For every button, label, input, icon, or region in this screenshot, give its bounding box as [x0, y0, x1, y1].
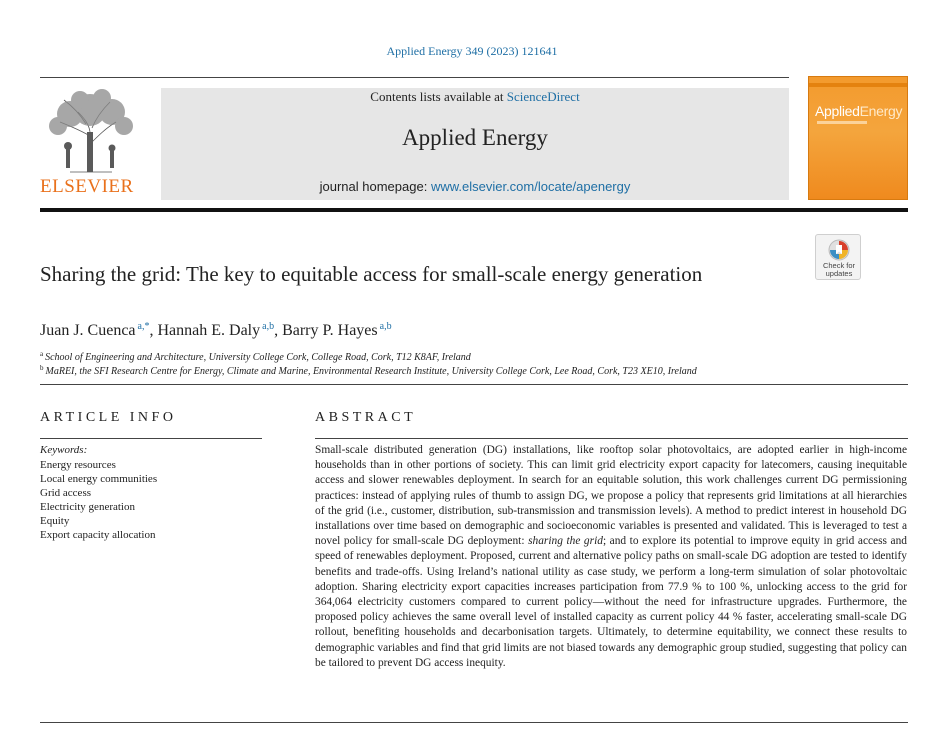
article-title: Sharing the grid: The key to equitable access for small-scale energy generation	[40, 262, 703, 286]
cover-title-part2: Energy	[859, 103, 903, 119]
author-name[interactable]: Hannah E. Daly	[157, 322, 261, 339]
elsevier-tree-icon	[40, 88, 142, 174]
keywords-label: Keywords:	[40, 444, 88, 456]
elsevier-wordmark: ELSEVIER	[40, 176, 134, 197]
article-info-rule	[40, 438, 262, 439]
header-thick-rule	[40, 208, 908, 212]
cover-bar	[809, 83, 908, 87]
abstract-text	[315, 443, 907, 671]
crossmark-label-line2: updates	[825, 269, 853, 278]
affiliation-text: School of Engineering and Architecture, University College Cork, College Road, Cork, T12 K8AF, Ireland	[45, 352, 471, 363]
sciencedirect-link[interactable]: ScienceDirect	[506, 89, 580, 104]
author-name[interactable]: Barry P. Hayes	[282, 322, 378, 339]
homepage-link[interactable]: www.elsevier.com/locate/apenergy	[430, 179, 631, 194]
article-info-heading: ARTICLE INFO	[40, 410, 177, 425]
journal-title: Applied Energy	[402, 125, 548, 150]
contents-line	[161, 89, 789, 105]
author-name[interactable]: Juan J. Cuenca	[40, 322, 136, 339]
keyword-item: Electricity generation	[40, 501, 135, 513]
abstract-text-part1: Small-scale distributed generation (DG) installations, like rooftop solar photovoltaics, are adopted earlier in high-income households than in other portions of society. This can limit grid electricity export capacity for latecomers, causing inequitable access and slower renewables deployment. In search for an equitable solution, this work challenges current DG permissioning practices: instead of applying rules of thumb to assign DG, we propose a policy that represents grid limitations at all hierarchies of the grid (i.e., customer, distribution, sub-transmission and transmission levels). A method to predict interest in household DG installations over time based on demographic and socioeconomic variables is presented and validated. This is leveraged to test a novel policy for small-scale DG deployment:	[315, 444, 907, 548]
contents-prefix: Contents lists available at	[370, 89, 507, 104]
cover-subtitle-bar	[817, 121, 867, 124]
crossmark-label-line1: Check for	[822, 261, 856, 270]
author-affiliation-marks[interactable]: a,*	[137, 321, 150, 332]
keyword-item: Grid access	[40, 487, 92, 499]
homepage-prefix: journal homepage:	[319, 179, 431, 194]
keywords-list	[40, 458, 157, 542]
affiliation-mark: b	[40, 364, 44, 372]
citation-link[interactable]: Applied Energy 349 (2023) 121641	[386, 44, 558, 58]
affiliation-a	[40, 350, 471, 363]
crossmark-icon	[828, 239, 850, 261]
affiliation-mark: a	[40, 350, 44, 358]
keyword-item: Equity	[40, 515, 70, 527]
journal-header-box	[161, 88, 789, 200]
section-rule	[40, 384, 908, 385]
author-affiliation-marks[interactable]: a,b	[379, 321, 392, 332]
elsevier-logo[interactable]	[40, 88, 142, 200]
keyword-item: Local energy communities	[40, 473, 158, 485]
author-list: Juan J. Cuenca $^{a,*}$, Hannah E. Daly $^{a,b}$, Barry P. Hayes $^{a,b}$	[40, 321, 392, 339]
abstract-text-part2: ; and to explore its potential to improve equity in grid access and speed of renewables deployment. Proposed, current and alternative policy paths on small-scale DG adoption are tested to identify benefits and trade-offs. Using Ireland’s national utility as case study, we perform a long-term simulation of solar photovoltaic adoption. Sharing electricity export capacities increases participation from 77.9 % to 100 %, unlocking access to the grid for 364,064 electricity customers compared to current policy—without the need for infrastructure upgrades. Furthermore, the proposed policy achieves the same overall level of installed capacity as current policy 44 % faster, accelerating small-scale DG rollout, benefiting households and decarbonisation targets. Ultimately, to determine equitability, we connect these results to demographic variables and find that grid limits are not biased towards any demographic group studied, suggesting that policy can be tailored to prevent DG access inequity.	[315, 535, 907, 669]
keyword-item: Energy resources	[40, 459, 116, 471]
crossmark-label	[816, 262, 862, 278]
keyword-item: Export capacity allocation	[40, 529, 156, 541]
cover-journal-title	[815, 103, 902, 119]
journal-citation[interactable]	[0, 44, 944, 59]
journal-cover-thumbnail[interactable]	[808, 76, 908, 200]
abstract-heading: ABSTRACT	[315, 410, 417, 425]
check-for-updates-badge[interactable]	[815, 234, 861, 280]
affiliation-b	[40, 364, 697, 377]
affiliation-text: MaREI, the SFI Research Centre for Energy, Climate and Marine, Environmental Research Institute, University College Cork, Lee Road, Cork, T23 XE10, Ireland	[45, 366, 697, 377]
abstract-emphasis: sharing the grid	[528, 535, 603, 548]
author-affiliation-marks[interactable]: a,b	[262, 321, 275, 332]
abstract-rule	[315, 438, 908, 439]
header-top-rule	[40, 77, 789, 78]
cover-title-part1: Applied	[815, 103, 860, 119]
homepage-line	[161, 179, 789, 194]
bottom-rule	[40, 722, 908, 723]
